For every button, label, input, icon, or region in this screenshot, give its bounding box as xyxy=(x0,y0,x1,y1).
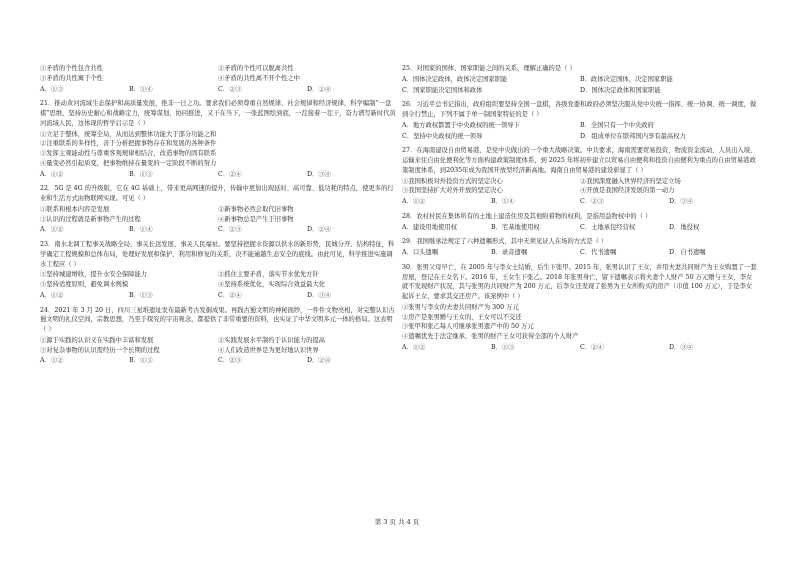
answer-option: D．地役权 xyxy=(669,223,700,231)
answer-option: D．②④ xyxy=(307,357,331,365)
statement-list xyxy=(402,177,758,197)
statement-item: ②矛盾的个性可以脱离共性 xyxy=(218,65,294,72)
question-number: 30． xyxy=(402,263,417,271)
statement-list xyxy=(40,336,396,356)
answer-option: B．①④ xyxy=(491,198,515,205)
answer-option: A．地方政权都置于中央政权的统一领导下 xyxy=(402,121,520,129)
statement-item: ②实践发展水平制约于认识能力的提高 xyxy=(218,336,326,344)
answer-option: B．全国只有一个中央政府 xyxy=(580,121,654,129)
answer-option: D．②④ xyxy=(307,85,331,93)
question-number: 23． xyxy=(40,241,55,248)
answer-option: B．①③ xyxy=(491,343,515,351)
question-number: 28． xyxy=(402,212,417,220)
answer-option: C．②③ xyxy=(218,85,242,93)
answer-option: A．口头遗嘱 xyxy=(402,249,439,256)
answer-option: B．录音遗嘱 xyxy=(491,249,528,256)
question-block xyxy=(40,184,396,235)
answer-choices xyxy=(402,86,758,96)
statement-item: ③张甲和张乙每人可继承张男遗产中的 50 万元 xyxy=(402,323,534,331)
answer-option: D．自书遗嘱 xyxy=(669,249,706,256)
question-block xyxy=(402,263,758,353)
statement-list xyxy=(40,270,396,290)
statement-item: ③我国坚持扩大对外开放的坚定决心 xyxy=(402,187,503,195)
question-text: 我国继承法规定了六种遗嘱形式，其中无须见证人在场的方式是（ ） xyxy=(416,238,608,246)
answer-option: D．国体决定政体和国家职能 xyxy=(580,86,661,94)
answer-option: C．②③ xyxy=(580,198,604,205)
statement-item: ③对复杂事物的认识需经历一个长期的过程 xyxy=(40,346,160,354)
statement-item: ②抓住主要矛盾，落实节水优先方针 xyxy=(218,271,319,279)
answer-option: A．建设用地使用权 xyxy=(402,223,457,231)
statement-item: ①联系和根本内容是发展 xyxy=(40,205,110,213)
answer-choices xyxy=(402,121,758,131)
answer-option: B．①④ xyxy=(129,85,153,93)
question-stem xyxy=(40,240,396,269)
answer-choices xyxy=(40,291,396,301)
answer-choices xyxy=(402,75,758,85)
answer-choices xyxy=(402,132,758,142)
answer-option: C．土地承包经营权 xyxy=(580,223,636,231)
answer-choices xyxy=(40,85,396,95)
statement-list xyxy=(40,64,396,84)
statement-list xyxy=(40,130,396,169)
answer-option: C．②③ xyxy=(218,226,242,234)
question-number: 27． xyxy=(402,147,417,155)
answer-option: C．坚持中央政权的统一领导 xyxy=(402,132,483,140)
answer-option: A．①③ xyxy=(40,85,64,93)
answer-option: A．国体决定政体，政体决定国家职能 xyxy=(402,75,508,83)
answer-option: A．①② xyxy=(402,343,426,351)
question-stem xyxy=(40,184,396,204)
question-block xyxy=(402,64,758,95)
question-block xyxy=(402,237,758,258)
question-stem xyxy=(40,99,396,128)
question-stem xyxy=(402,263,758,302)
answer-option: D．③④ xyxy=(669,343,693,351)
question-block xyxy=(402,146,758,207)
question-stem xyxy=(402,237,758,247)
question-number: 24． xyxy=(40,306,55,314)
answer-option: D．③④ xyxy=(307,170,331,178)
answer-option: C．②④ xyxy=(580,343,604,351)
statement-item: ④量变必然引起质变，把事物维持在量变的一定阶段不断的努力 xyxy=(40,159,217,167)
answer-option: B．①③ xyxy=(129,170,153,178)
question-block xyxy=(40,64,396,94)
statement-item: ②房产是张男赠与王女的，王女可以不交还 xyxy=(402,313,522,321)
answer-option: D．组成单位在联邦国内享有最高权力 xyxy=(580,132,686,140)
statement-item: ③认识的过程就是新事物产生的过程 xyxy=(40,215,141,223)
statement-item: ①立足于整体，统筹全局，从而达到整体功能大于部分功能之和 xyxy=(40,130,217,138)
question-block xyxy=(402,100,758,141)
answer-choices xyxy=(402,223,758,233)
statement-item: ④人们改造世界是为更好地认识世界 xyxy=(218,346,319,354)
statement-item: ②注重联系的多样性，善于分析把握事物存在和发展的各种条件 xyxy=(40,140,217,148)
answer-option: D．③④ xyxy=(307,291,331,299)
answer-option: A．①② xyxy=(402,198,426,205)
question-number: 21． xyxy=(40,100,55,108)
question-number: 25． xyxy=(402,65,417,72)
statement-item: ②新事物必然会取代旧事物 xyxy=(218,205,294,213)
question-text: 农村村民在集体所有的土地上建造住房及其他附着物的权利，是指用益物权中的（ ） xyxy=(416,212,652,220)
answer-option: C．②④ xyxy=(218,291,242,299)
answer-option: B．①③ xyxy=(129,357,153,365)
question-stem xyxy=(40,306,396,335)
answer-choices xyxy=(40,356,396,366)
answer-option: B．政体决定国体，决定国家职能 xyxy=(580,75,673,83)
statement-item: ④坚持系统优化，实现综合效益最大化 xyxy=(218,281,326,288)
statement-item: ②我国深度融入世界经济的坚定立场 xyxy=(580,177,681,185)
answer-choices xyxy=(402,248,758,258)
statement-item: ③矛盾的共性寓于个性 xyxy=(40,74,103,82)
answer-option: C．代书遗嘱 xyxy=(580,249,617,256)
statement-item: ①张男与李女的夫妻共同财产为 300 万元 xyxy=(402,303,519,311)
statement-item: ①矛盾的个性包含共性 xyxy=(40,65,103,72)
question-number: 26． xyxy=(402,101,417,109)
question-block xyxy=(402,212,758,233)
question-stem xyxy=(402,212,758,222)
left-column xyxy=(40,64,396,371)
answer-option: A．①② xyxy=(40,226,64,234)
statement-item: ④开放是我国经济发展的第一动力 xyxy=(580,187,675,195)
answer-option: B．①③ xyxy=(129,291,153,299)
answer-choices xyxy=(40,225,396,235)
question-text: 对国家的国体、国家职能之间的关系，理解正确的是（ ） xyxy=(416,65,576,72)
answer-choices xyxy=(402,343,758,353)
answer-option: C．国家职能决定国体和政体 xyxy=(402,86,483,94)
statement-item: ④新事物总是产生于旧事物 xyxy=(218,215,294,223)
answer-option: D．③④ xyxy=(669,198,693,205)
question-stem xyxy=(402,146,758,175)
answer-option: B．宅基地使用权 xyxy=(491,223,540,231)
answer-option: C．②③ xyxy=(218,357,242,365)
statement-item: ④遗嘱优先于法定继承，张男的财产王女可获得全部的个人财产 xyxy=(402,333,579,340)
answer-option: D．②④ xyxy=(307,226,331,234)
answer-option: A．①② xyxy=(40,357,64,365)
statement-list xyxy=(402,303,758,342)
page-footer: 第 3 页 共 4 页 xyxy=(374,518,420,526)
statement-item: ③坚持适度原则，避免调水规模 xyxy=(40,281,129,288)
answer-option: A．①② xyxy=(40,291,64,299)
answer-option: B．①④ xyxy=(129,226,153,234)
answer-choices xyxy=(40,170,396,180)
question-text: 推动黄河流域生态保护和高质量发展，绝非一日之功。要求我们必须尊重自然规律、社会规律和经济规律，科学编制“一盘棋”思维，坚持历史耐心和战略定力，统筹谋划、协同推进，又干在当下，一张蓝图绘到底，一茬接着一茬干，奋力谱写新时代黄河流域人民，这体现的哲学启示是（ ） xyxy=(40,100,396,127)
answer-option: C．②④ xyxy=(218,170,242,178)
answer-option: A．①② xyxy=(40,170,64,178)
question-block xyxy=(40,99,396,179)
statement-item: ①源于实践的认识又在实践中丰富和发展 xyxy=(40,336,154,344)
statement-item: ①我国积极对外投资方式的坚定决心 xyxy=(402,177,503,185)
question-text: 南水北调工程事关战略全局、事关长远发展、事关人民福祉。要坚持把握水资源以供水的新形势，民城分开、结构特征，科学确定工程规模和总体布局，处理好发展和保护、利用和修复的关系，决不能逾越生态安全的底线。由此可见，科学推进实施调水工程应（ ） xyxy=(40,241,395,268)
question-stem xyxy=(402,100,758,120)
question-text: 5G 是 4G 的升级版，它在 4G 基础上，带来更高网速的提升，传输中更加出现延时、高可靠、低功耗的特点，使更多的行业和生活方式由物联网实现。可见（ ） xyxy=(40,185,394,202)
question-block xyxy=(40,240,396,301)
question-number: 29． xyxy=(402,238,417,246)
answer-choices xyxy=(402,197,758,207)
question-block xyxy=(40,306,396,367)
question-number: 22． xyxy=(40,185,55,193)
question-stem xyxy=(402,64,758,74)
statement-item: ④矛盾的共性离不开个性之中 xyxy=(218,74,300,82)
question-text: 张男父母早亡，在 2005 年与李女士结婚，后生下张甲。2015 年，张男认识了王女，并用夫妻共同财产为王女购置了一套房屋，登记在王女名下。2016 年，王女生下张乙。2018 年张男身亡，留下遗嘱表示将夫妻个人财产 50 万元赠与王女，李女就不发现财产状况，其与张男的共同财产为 200 万元，后李女还发现了张男为王女所购买的房产（市值 100 万元），于是李女起诉王女，要求其交还房产。该案例中（ ） xyxy=(402,263,757,300)
question-text: 2021 年 3 月 20 日，四川三星堆遗址发布最新考古发掘成果。再践古蜀文明的神秘面纱，一件件文物亮相，对完整认识古蜀文明的礼仪空间，宗教思想，乃至于探究的宇宙观念，都提供了非常重要的资料，也实证了中华文明多元一体的格局。这表明（ ） xyxy=(40,306,395,333)
statement-list xyxy=(40,205,396,225)
question-text: 习近平总书记指出，政府组织要坚持全国一盘棋，各级党委和政府必须坚决服从党中央统一指挥、统一协调、统一调度，做到令行禁止，下列不属于单一制国家特征的是（ ） xyxy=(402,101,757,118)
statement-item: ①坚持城建增收，提升水安全保障能力 xyxy=(40,271,148,279)
question-text: 在海南建设自由贸易港，是党中央做出的一个重大战略决策。中共要求，海南需要贸易投资、物流资金流动、人员出入境、运输来往自由化便利化等方面构建政策制度体系，到 2025 年将初步建立以贸易自由便利和投资自由便利为重点的自由贸易港政策制度体系，到2035年成为我国开放型经济新高地。海南自由贸易港的建设彰显了（ ） xyxy=(402,147,757,174)
statement-item: ③发挥主观能动性与尊重客观规律相结合，改造事物的固有联系 xyxy=(40,150,217,157)
right-column xyxy=(402,64,758,358)
